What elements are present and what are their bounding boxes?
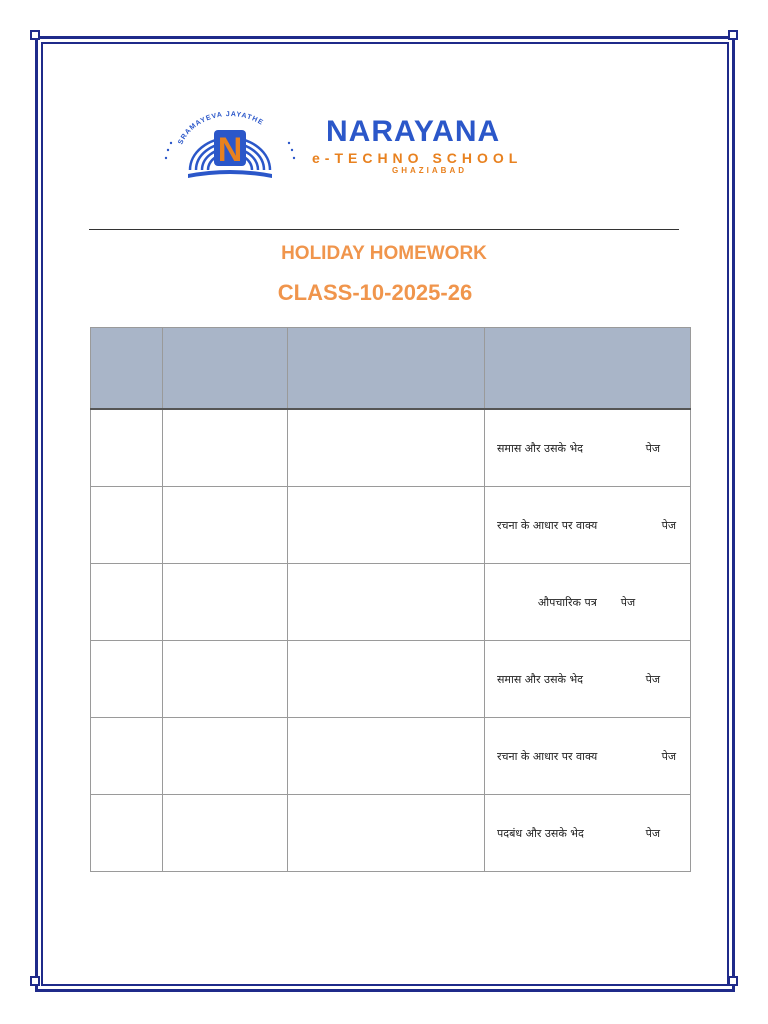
- topic-cell: [485, 672, 690, 687]
- school-city: GHAZIABAD: [392, 166, 467, 175]
- table-row: [91, 564, 691, 641]
- logo-initial: N: [217, 131, 243, 169]
- table-cell: [91, 795, 163, 872]
- school-logo: [160, 108, 600, 188]
- table-cell: [485, 487, 691, 564]
- divider-line: [89, 229, 679, 230]
- page-label: पेज: [661, 518, 676, 532]
- topic-cell: [485, 595, 690, 610]
- table-cell: [163, 641, 288, 718]
- topic-text: समास और उसके भेद: [497, 672, 584, 686]
- border-corner-ornament: [30, 976, 40, 986]
- topic-cell: [485, 826, 690, 841]
- table-cell: [485, 641, 691, 718]
- table-cell: [163, 487, 288, 564]
- table-cell: [288, 795, 485, 872]
- table-cell: [91, 487, 163, 564]
- table-header-cell: [163, 328, 288, 410]
- table-row: [91, 409, 691, 487]
- topic-text: रचना के आधार पर वाक्य: [497, 749, 598, 763]
- school-name: NARAYANA: [326, 115, 501, 148]
- page-label: पेज: [645, 826, 660, 840]
- page-label: पेज: [645, 441, 660, 455]
- topic-text: पदबंध और उसके भेद: [497, 826, 584, 840]
- topic-text: समास और उसके भेद: [497, 441, 584, 455]
- table-row: [91, 718, 691, 795]
- table-row: [91, 487, 691, 564]
- topic-cell: [485, 518, 690, 533]
- table-header-row: [91, 328, 691, 410]
- topic-cell: [485, 749, 690, 764]
- table-cell: [91, 564, 163, 641]
- table-cell: [485, 795, 691, 872]
- page-label: पेज: [620, 595, 636, 609]
- document-title: HOLIDAY HOMEWORK: [281, 243, 487, 264]
- table-row: [91, 641, 691, 718]
- table-row: [91, 795, 691, 872]
- topic-text: रचना के आधार पर वाक्य: [497, 518, 598, 532]
- table-cell: [485, 409, 691, 487]
- table-header-cell: [485, 328, 691, 410]
- table-cell: [485, 564, 691, 641]
- topic-cell: [485, 441, 690, 456]
- table-cell: [91, 409, 163, 487]
- table-cell: [288, 564, 485, 641]
- table-cell: [163, 409, 288, 487]
- table-cell: [288, 487, 485, 564]
- homework-table: [90, 327, 691, 872]
- table-cell: [288, 409, 485, 487]
- document-subtitle: CLASS-10-2025-26: [277, 280, 473, 305]
- page-label: पेज: [661, 749, 676, 763]
- border-corner-ornament: [30, 30, 40, 40]
- page-label: पेज: [645, 672, 660, 686]
- table-header-cell: [91, 328, 163, 410]
- table-cell: [485, 718, 691, 795]
- school-emblem-icon: [160, 108, 300, 188]
- topic-text: औपचारिक पत्र: [537, 595, 597, 609]
- table-cell: [91, 718, 163, 795]
- school-brand: [312, 116, 592, 176]
- table-cell: [288, 718, 485, 795]
- school-subtitle: e-TECHNO SCHOOL: [312, 150, 523, 166]
- table-cell: [91, 641, 163, 718]
- table-header-cell: [288, 328, 485, 410]
- table-cell: [163, 795, 288, 872]
- border-corner-ornament: [728, 30, 738, 40]
- border-corner-ornament: [728, 976, 738, 986]
- table-cell: [163, 564, 288, 641]
- table-cell: [163, 718, 288, 795]
- logo-motto: SRAMAYEVA JAYATHE: [177, 110, 265, 146]
- table-cell: [288, 641, 485, 718]
